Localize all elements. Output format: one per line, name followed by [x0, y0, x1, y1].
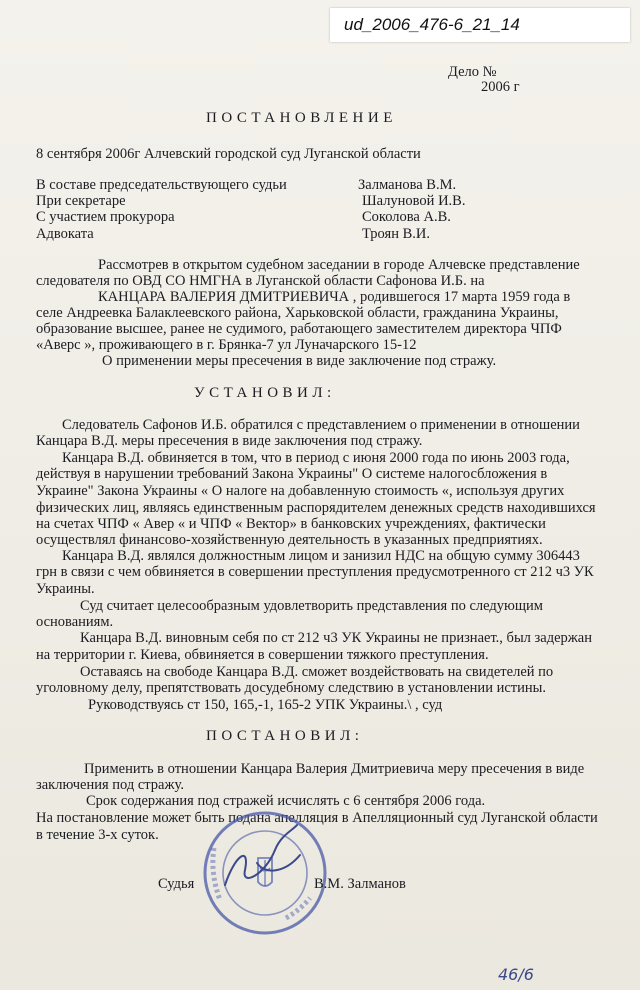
case-year-label: 2006 г: [481, 79, 520, 95]
body-line: Украине" Закона Украины « О налоге на добавленную стоимость «, используя других: [36, 483, 565, 499]
body-line: на территории г. Киева, обвиняется в совершении тяжкого преступления.: [36, 647, 489, 663]
body-line: Украины.: [36, 581, 95, 597]
intro-line: «Аверс », проживающего в г. Брянка-7 ул Луначарского 15-12: [36, 337, 417, 353]
composition-name: Шалуновой И.В.: [362, 193, 466, 209]
intro-line: селе Андреевка Балаклеевского района, Харьковской области, гражданина Украины,: [36, 305, 559, 321]
composition-role: При секретаре: [36, 193, 126, 209]
ruling-line: Срок содержания под стражей исчислять с 6 сентября 2006 года.: [86, 793, 486, 809]
body-line: Канцара В.Д. меры пресечения в виде заключения под стражу.: [36, 433, 423, 449]
composition-name: Троян В.И.: [362, 226, 430, 242]
composition-role: В составе председательствующего судьи: [36, 177, 287, 193]
judge-name: В.М. Залманов: [314, 876, 406, 892]
document-id-label: ud_2006_476-6_21_14: [330, 8, 630, 42]
intro-line: образование высшее, ранее не судимого, работающего заместителем директора ЧПФ: [36, 321, 562, 337]
body-line: уголовному делу, препятствовать досудебному следствию в установлении истины.: [36, 680, 546, 696]
page-handwritten-number: 46/6: [498, 965, 534, 984]
body-line: действуя в нарушении требований Закона Украины" О системе налогосбложения в: [36, 466, 548, 482]
body-line: Канцара В.Д. виновным себя по ст 212 ч3 УК Украины не признает., был задержан: [80, 630, 592, 646]
signature-label: Судья: [158, 876, 195, 892]
body-line: основаниям.: [36, 614, 114, 630]
date-court-line: 8 сентября 2006г Алчевский городской суд Луганской области: [36, 146, 421, 162]
ruling-line: На постановление может быть подана апелляция в Апелляционный суд Луганской области: [36, 810, 598, 826]
judge-signature: [205, 815, 315, 895]
intro-line: Рассмотрев в открытом судебном заседании в городе Алчевске представление: [98, 257, 580, 273]
ruling-line: Применить в отношении Канцара Валерия Дмитриевича меру пресечения в виде: [84, 761, 585, 777]
defendant-name-line: КАНЦАРА ВАЛЕРИЯ ДМИТРИЕВИЧА , родившегося 17 марта 1959 года в: [98, 289, 571, 305]
section-title-ustanovil: УСТАНОВИЛ:: [194, 385, 336, 401]
composition-role: С участием прокурора: [36, 209, 175, 225]
body-line: Канцара В.Д. обвиняется в том, что в период с июня 2000 года по июнь 2003 года,: [62, 450, 570, 466]
body-line: Оставаясь на свободе Канцара В.Д. сможет воздействовать на свидетелей по: [80, 664, 554, 680]
body-line: грн в связи с чем обвиняется в совершении преступления предусмотренного ст 212 ч3 УК: [36, 564, 594, 580]
ruling-line: заключения под стражу.: [36, 777, 184, 793]
case-number-label: Дело №: [448, 64, 497, 80]
body-line: Следователь Сафонов И.Б. обратился с представлением о применении в отношении: [62, 417, 580, 433]
intro-line: следователя по ОВД СО НМГНА в Луганской области Сафонова И.Б. на: [36, 273, 485, 289]
body-line: Канцара В.Д. являлся должностным лицом и занизил НДС на общую сумму 306443: [62, 548, 580, 564]
body-line: физических лиц, являясь единственным распорядителем денежных средств находившихся: [36, 500, 596, 516]
ruling-line: в течение 3-х суток.: [36, 827, 159, 843]
composition-name: Залманова В.М.: [358, 177, 457, 193]
composition-role: Адвоката: [36, 226, 94, 242]
body-line: на счетах ЧПФ « Авер « и ЧПФ « Вектор» в банковских учреждениях, фактически: [36, 516, 546, 532]
body-line: Суд считает целесообразным удовлетворить представления по следующим: [80, 598, 543, 614]
section-title-postanovil: ПОСТАНОВИЛ:: [206, 728, 364, 744]
body-line: осуществлял финансово-хозяйственную деятельность в указанных предприятиях.: [36, 532, 543, 548]
intro-line: О применении меры пресечения в виде заключение под стражу.: [102, 353, 497, 369]
document-title: ПОСТАНОВЛЕНИЕ: [206, 110, 397, 126]
composition-name: Соколова А.В.: [362, 209, 451, 225]
body-line: Руководствуясь ст 150, 165,-1, 165-2 УПК Украины.\ , суд: [88, 697, 443, 713]
